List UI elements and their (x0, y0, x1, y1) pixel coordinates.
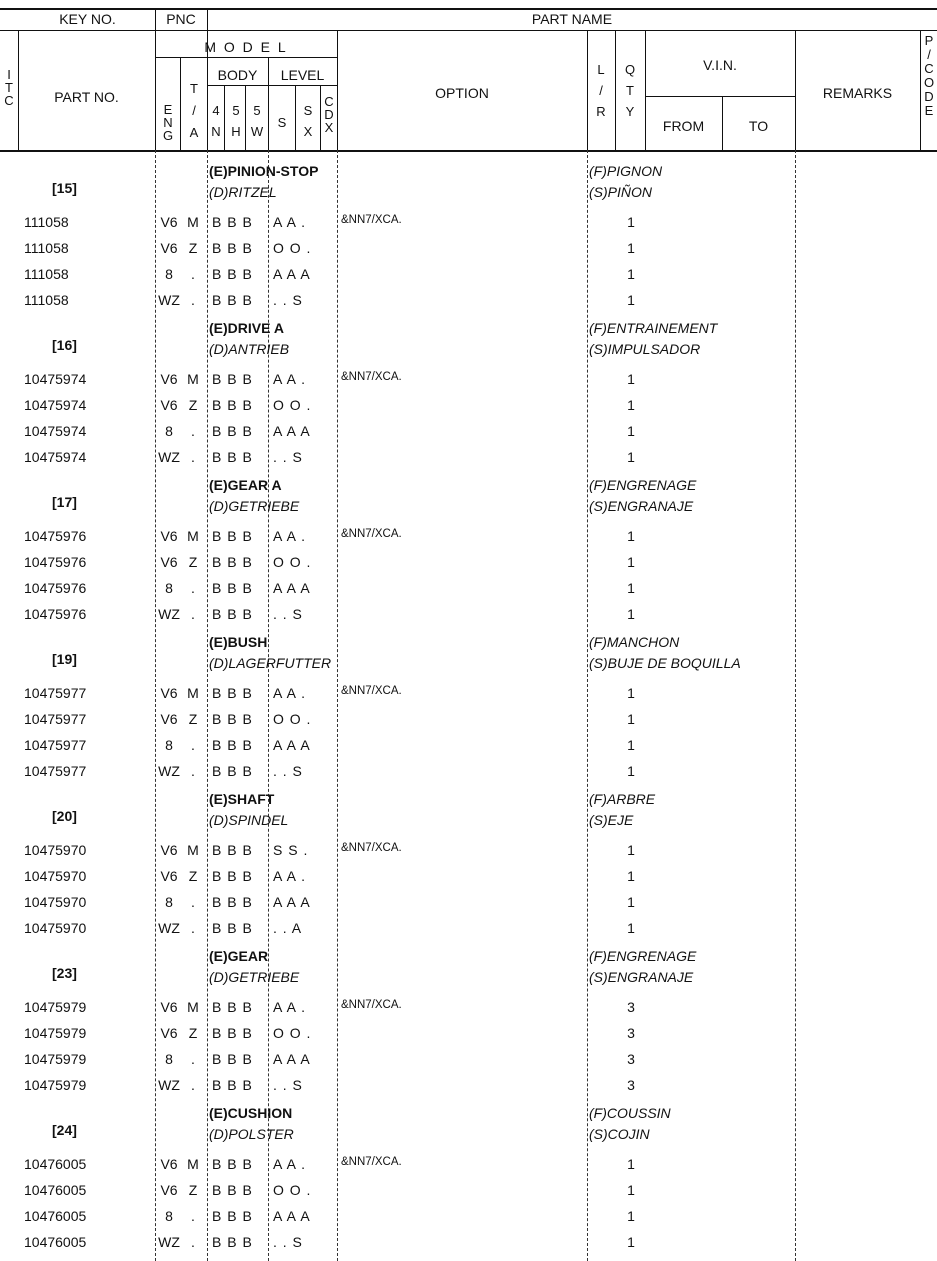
quantity: 1 (627, 292, 635, 308)
part-name-german: (D)POLSTER (209, 1126, 294, 1142)
part-number: 10475976 (24, 528, 87, 544)
level-codes: . . S (273, 606, 303, 622)
quantity: 1 (627, 685, 635, 701)
vin-header: V.I.N. (703, 57, 737, 73)
level-codes: S S . (273, 842, 309, 858)
part-number: 111058 (24, 266, 69, 282)
body-col-4n: 4 N (211, 103, 221, 139)
body-codes: B B B (212, 580, 253, 596)
key-number: [23] (52, 965, 77, 981)
quantity: 1 (627, 423, 635, 439)
ta-code: . (191, 920, 195, 936)
eng-code: 8 (165, 266, 173, 282)
ta-code: Z (188, 1025, 198, 1041)
quantity: 3 (627, 999, 635, 1015)
option-code: &NN7/XCA. (341, 842, 402, 854)
ta-code: M (187, 842, 199, 858)
eng-ta-divider (180, 57, 181, 150)
key-number: [20] (52, 808, 77, 824)
option-code: &NN7/XCA. (341, 999, 402, 1011)
level-codes: . . S (273, 763, 303, 779)
part-number: 10475974 (24, 371, 87, 387)
body-col-5h: 5 H (231, 103, 241, 139)
eng-code: V6 (160, 999, 178, 1015)
part-name-french: (F)ENTRAINEMENT (589, 320, 718, 336)
level-codes: . . S (273, 1234, 303, 1250)
quantity: 3 (627, 1025, 635, 1041)
part-number: 10475977 (24, 711, 87, 727)
part-name-spanish: (S)ENGRANAJE (589, 498, 694, 514)
option-code: &NN7/XCA. (341, 214, 402, 226)
level-codes: O O . (273, 1025, 312, 1041)
level-codes: A A . (273, 868, 307, 884)
body-codes: B B B (212, 449, 253, 465)
ta-code: . (191, 266, 195, 282)
ta-code: M (187, 1156, 199, 1172)
option-code: &NN7/XCA. (341, 1156, 402, 1168)
part-number: 10475974 (24, 397, 87, 413)
ta-code: Z (188, 1182, 198, 1198)
level-codes: A A . (273, 214, 307, 230)
body-codes: B B B (212, 528, 253, 544)
ta-code: M (187, 528, 199, 544)
level-codes: A A . (273, 371, 307, 387)
vin-from-header: FROM (662, 118, 705, 134)
part-name-english: (E)CUSHION (209, 1105, 293, 1121)
eng-code: 8 (165, 1051, 173, 1067)
body-codes: B B B (212, 1025, 253, 1041)
ta-header: T / A (189, 81, 199, 140)
part-number: 10476005 (24, 1234, 87, 1250)
part-number: 10475970 (24, 920, 87, 936)
part-number: 10475976 (24, 606, 87, 622)
part-number: 10475977 (24, 685, 87, 701)
eng-code: WZ (158, 1234, 180, 1250)
body-codes: B B B (212, 1051, 253, 1067)
part-name-spanish: (S)BUJE DE BOQUILLA (589, 655, 741, 671)
eng-code: 8 (165, 423, 173, 439)
ta-code: M (187, 999, 199, 1015)
part-name-german: (D)LAGERFUTTER (209, 655, 332, 671)
body-codes: B B B (212, 606, 253, 622)
ta-code: Z (188, 240, 198, 256)
quantity: 1 (627, 214, 635, 230)
eng-code: V6 (160, 371, 178, 387)
body-level-rule (207, 85, 337, 86)
pcode-divider (920, 30, 921, 150)
ta-code: . (191, 763, 195, 779)
level-codes: A A A (273, 266, 311, 282)
body-line-model (207, 150, 208, 1261)
qty-header: Q T Y (624, 62, 636, 119)
level-codes: A A A (273, 1208, 311, 1224)
level-codes: . . A (273, 920, 303, 936)
quantity: 1 (627, 920, 635, 936)
part-number: 10475974 (24, 449, 87, 465)
level-codes: O O . (273, 554, 312, 570)
part-name-german: (D)SPINDEL (209, 812, 289, 828)
eng-code: 8 (165, 737, 173, 753)
body-col-5w: 5 W (250, 103, 264, 139)
quantity: 1 (627, 1156, 635, 1172)
body-codes: B B B (212, 711, 253, 727)
level-codes: . . S (273, 449, 303, 465)
body-codes: B B B (212, 1077, 253, 1093)
part-number: 10475970 (24, 842, 87, 858)
level-codes: A A A (273, 894, 311, 910)
quantity: 1 (627, 371, 635, 387)
body-codes: B B B (212, 842, 253, 858)
level-col-sx: S X (303, 103, 313, 139)
level-codes: . . S (273, 292, 303, 308)
ta-code: . (191, 1234, 195, 1250)
part-number: 10475970 (24, 868, 87, 884)
top-rule (0, 8, 937, 10)
body-line-remarks (795, 150, 796, 1261)
body-codes: B B B (212, 397, 253, 413)
part-name-german: (D)ANTRIEB (209, 341, 290, 357)
remarks-header: REMARKS (822, 85, 893, 101)
body-codes: B B B (212, 554, 253, 570)
body-codes: B B B (212, 423, 253, 439)
part-name-french: (F)ENGRENAGE (589, 477, 697, 493)
quantity: 1 (627, 1208, 635, 1224)
eng-code: V6 (160, 240, 178, 256)
part-name-english: (E)PINION-STOP (209, 163, 319, 179)
body-line-pnc (155, 150, 156, 1261)
ta-code: . (191, 1208, 195, 1224)
part-name-spanish: (S)EJE (589, 812, 634, 828)
level-codes: A A . (273, 685, 307, 701)
part-number: 111058 (24, 292, 69, 308)
ta-code: . (191, 606, 195, 622)
key-number: [19] (52, 651, 77, 667)
eng-code: WZ (158, 292, 180, 308)
level-col-s: S (277, 115, 287, 130)
lr-header: L / R (596, 62, 606, 119)
key-number: [17] (52, 494, 77, 510)
body-codes: B B B (212, 292, 253, 308)
level-codes: O O . (273, 711, 312, 727)
eng-code: V6 (160, 1182, 178, 1198)
vin-to-header: TO (748, 118, 769, 134)
eng-code: V6 (160, 554, 178, 570)
level-codes: A A . (273, 999, 307, 1015)
body-codes: B B B (212, 266, 253, 282)
quantity: 1 (627, 868, 635, 884)
quantity: 1 (627, 528, 635, 544)
part-number: 10476005 (24, 1208, 87, 1224)
key-number: [15] (52, 180, 77, 196)
part-name-spanish: (S)IMPULSADOR (589, 341, 701, 357)
part-name-german: (D)GETRIEBE (209, 969, 300, 985)
part-name-spanish: (S)ENGRANAJE (589, 969, 694, 985)
part-number: 10475979 (24, 999, 87, 1015)
quantity: 1 (627, 842, 635, 858)
level-col-cdx: C D X (324, 94, 334, 135)
header-bottom-rule (0, 150, 937, 152)
part-name-english: (E)GEAR A (209, 477, 282, 493)
body-codes: B B B (212, 868, 253, 884)
part-number: 10475976 (24, 580, 87, 596)
level-codes: A A . (273, 1156, 307, 1172)
option-header: OPTION (435, 85, 489, 101)
itc-header: I T C (4, 67, 14, 108)
body-codes: B B B (212, 737, 253, 753)
level-codes: . . S (273, 1077, 303, 1093)
option-code: &NN7/XCA. (341, 685, 402, 697)
ta-code: Z (188, 711, 198, 727)
key-number: [24] (52, 1122, 77, 1138)
level-codes: A A A (273, 423, 311, 439)
eng-code: V6 (160, 1025, 178, 1041)
eng-code: V6 (160, 868, 178, 884)
eng-code: V6 (160, 711, 178, 727)
part-name-english: (E)SHAFT (209, 791, 275, 807)
quantity: 1 (627, 240, 635, 256)
eng-code: WZ (158, 920, 180, 936)
part-number: 111058 (24, 240, 69, 256)
eng-code: V6 (160, 1156, 178, 1172)
body-codes: B B B (212, 999, 253, 1015)
eng-code: V6 (160, 528, 178, 544)
level-codes: O O . (273, 1182, 312, 1198)
level-codes: O O . (273, 397, 312, 413)
eng-code: V6 (160, 685, 178, 701)
model-header: M O D E L (204, 39, 288, 55)
body-codes: B B B (212, 214, 253, 230)
part-name-french: (F)PIGNON (589, 163, 663, 179)
part-number: 10475970 (24, 894, 87, 910)
quantity: 1 (627, 266, 635, 282)
part-name-english: (E)GEAR (209, 948, 269, 964)
quantity: 1 (627, 894, 635, 910)
body-header: BODY (217, 67, 258, 83)
option-code: &NN7/XCA. (341, 371, 402, 383)
part-number: 10475979 (24, 1077, 87, 1093)
key-number: [16] (52, 337, 77, 353)
ta-code: . (191, 449, 195, 465)
body-codes: B B B (212, 894, 253, 910)
pnc-header: PNC (166, 11, 196, 27)
body-line-level (268, 150, 269, 1261)
ta-code: . (191, 1077, 195, 1093)
lr-divider (587, 30, 588, 150)
body-codes: B B B (212, 371, 253, 387)
ta-code: . (191, 737, 195, 753)
ta-code: . (191, 580, 195, 596)
part-name-french: (F)COUSSIN (589, 1105, 671, 1121)
part-number: 10475977 (24, 763, 87, 779)
body-codes: B B B (212, 763, 253, 779)
key-no-header: KEY NO. (59, 11, 116, 27)
eng-code: V6 (160, 214, 178, 230)
quantity: 1 (627, 397, 635, 413)
level-codes: O O . (273, 240, 312, 256)
quantity: 1 (627, 1234, 635, 1250)
quantity: 1 (627, 580, 635, 596)
part-name-spanish: (S)COJIN (589, 1126, 650, 1142)
part-name-german: (D)GETRIEBE (209, 498, 300, 514)
quantity: 1 (627, 711, 635, 727)
body-codes: B B B (212, 685, 253, 701)
ta-code: Z (188, 554, 198, 570)
ta-code: . (191, 894, 195, 910)
ta-code: . (191, 423, 195, 439)
part-name-english: (E)DRIVE A (209, 320, 284, 336)
ta-code: Z (188, 868, 198, 884)
level-sub-2 (320, 85, 321, 150)
part-name-french: (F)MANCHON (589, 634, 680, 650)
quantity: 1 (627, 449, 635, 465)
level-header: LEVEL (280, 67, 325, 83)
option-code: &NN7/XCA. (341, 528, 402, 540)
header-rule-1 (0, 30, 937, 31)
quantity: 1 (627, 606, 635, 622)
part-number: 10476005 (24, 1156, 87, 1172)
vin-rule (645, 96, 795, 97)
body-codes: B B B (212, 1234, 253, 1250)
quantity: 1 (627, 763, 635, 779)
quantity: 1 (627, 554, 635, 570)
part-number: 10475979 (24, 1025, 87, 1041)
part-name-french: (F)ARBRE (589, 791, 656, 807)
quantity: 1 (627, 737, 635, 753)
body-codes: B B B (212, 240, 253, 256)
ta-code: M (187, 685, 199, 701)
eng-code: WZ (158, 449, 180, 465)
quantity: 3 (627, 1077, 635, 1093)
quantity: 3 (627, 1051, 635, 1067)
eng-code: WZ (158, 763, 180, 779)
body-codes: B B B (212, 1182, 253, 1198)
pnc-divider (155, 8, 156, 150)
body-codes: B B B (212, 1156, 253, 1172)
eng-header: E N G (162, 102, 174, 143)
model-rule (155, 57, 337, 58)
part-name-english: (E)BUSH (209, 634, 268, 650)
part-number: 10475974 (24, 423, 87, 439)
part-number: 10476005 (24, 1182, 87, 1198)
level-codes: A A . (273, 528, 307, 544)
ta-code: . (191, 1051, 195, 1067)
ta-code: M (187, 214, 199, 230)
level-codes: A A A (273, 1051, 311, 1067)
ta-code: . (191, 292, 195, 308)
level-codes: A A A (273, 580, 311, 596)
part-name-german: (D)RITZEL (209, 184, 277, 200)
body-sub-1 (224, 85, 225, 150)
eng-code: V6 (160, 397, 178, 413)
body-line-lr (587, 150, 588, 1261)
qty-divider (615, 30, 616, 150)
part-name-header: PART NAME (531, 11, 613, 27)
ta-code: M (187, 371, 199, 387)
eng-code: 8 (165, 1208, 173, 1224)
level-codes: A A A (273, 737, 311, 753)
part-name-french: (F)ENGRENAGE (589, 948, 697, 964)
level-sub-1 (295, 85, 296, 150)
eng-code: WZ (158, 1077, 180, 1093)
eng-code: V6 (160, 842, 178, 858)
body-codes: B B B (212, 920, 253, 936)
part-number: 10475976 (24, 554, 87, 570)
part-no-header: PART NO. (54, 89, 119, 105)
quantity: 1 (627, 1182, 635, 1198)
part-name-spanish: (S)PIÑON (589, 184, 652, 200)
part-number: 10475977 (24, 737, 87, 753)
part-number: 111058 (24, 214, 69, 230)
eng-code: 8 (165, 894, 173, 910)
pcode-header: P / C O D E (923, 33, 935, 118)
ta-code: Z (188, 397, 198, 413)
eng-code: WZ (158, 606, 180, 622)
body-sub-2 (245, 85, 246, 150)
body-codes: B B B (212, 1208, 253, 1224)
part-number: 10475979 (24, 1051, 87, 1067)
body-line-option (337, 150, 338, 1261)
eng-code: 8 (165, 580, 173, 596)
